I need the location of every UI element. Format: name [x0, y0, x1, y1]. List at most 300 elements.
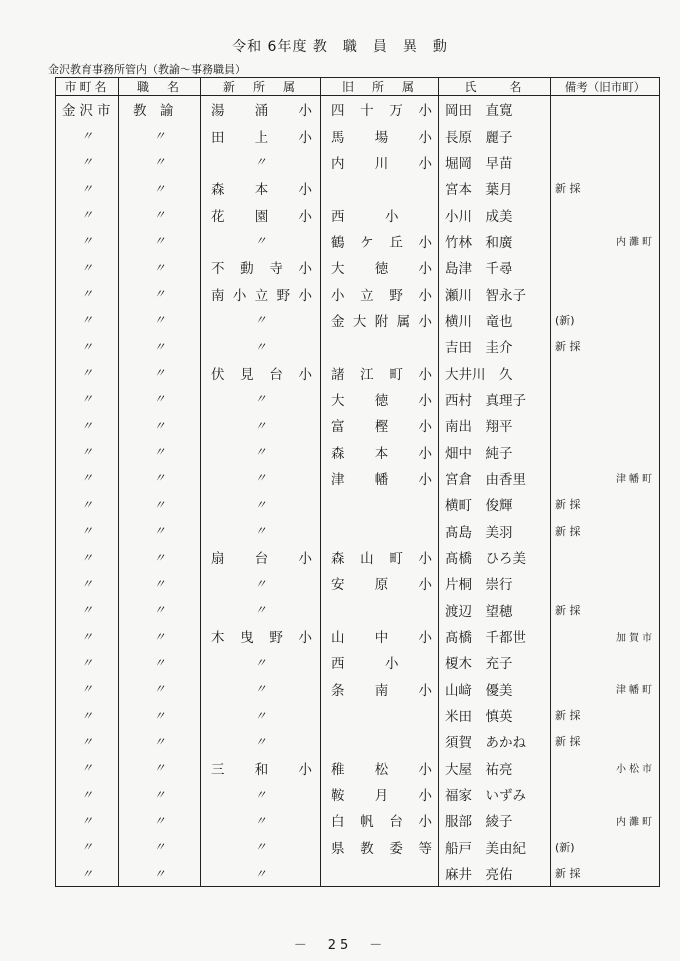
- cell-job-text: 〃: [153, 129, 166, 144]
- cell-name-text: 髙島 美羽: [445, 524, 513, 541]
- table-row: [56, 676, 660, 702]
- cell-city-text: 〃: [80, 813, 93, 828]
- cell-name-text: 榎木 充子: [445, 656, 513, 673]
- cell-name-text: 山﨑 優美: [445, 682, 513, 699]
- cell-remarks: [551, 518, 660, 544]
- cell-old-school-text: 大 徳 小: [331, 392, 432, 409]
- cell-new-school: [201, 860, 321, 887]
- table-row: [56, 781, 660, 807]
- cell-job-text: 〃: [153, 603, 166, 618]
- cell-new-school-text: 〃: [254, 313, 267, 328]
- cell-old-school-text: 四 十 万 小: [331, 103, 432, 120]
- cell-new-school-text: 〃: [254, 524, 267, 539]
- cell-old-school-text: 内 川 小: [331, 155, 432, 172]
- cell-new-school-text: 伏 見 台 小: [211, 366, 312, 383]
- cell-city: [56, 544, 119, 570]
- cell-job-text: 〃: [153, 761, 166, 776]
- document-title: 令和 6年度 教 職 員 異 動: [232, 39, 448, 55]
- cell-city: [56, 570, 119, 596]
- cell-new-school: [201, 649, 321, 675]
- cell-old-school-text: 条 南 小: [331, 682, 432, 699]
- header-job: 職 名: [119, 78, 201, 96]
- cell-job: [119, 860, 201, 887]
- cell-remarks: [551, 175, 660, 201]
- cell-new-school-text: 不 動 寺 小: [211, 261, 312, 278]
- cell-old-school-text: 稚 松 小: [331, 761, 432, 778]
- cell-remarks: [551, 333, 660, 359]
- cell-job: [119, 465, 201, 491]
- cell-new-school: [201, 570, 321, 596]
- cell-city-text: 〃: [80, 524, 93, 539]
- table-header-row: [56, 78, 660, 96]
- table-row: [56, 728, 660, 754]
- cell-job: [119, 834, 201, 860]
- cell-city-text: 〃: [80, 840, 93, 855]
- cell-job-text: 〃: [153, 181, 166, 196]
- cell-job: [119, 438, 201, 464]
- cell-old-school: [321, 96, 439, 123]
- cell-name: [439, 201, 551, 227]
- cell-old-school: [321, 649, 439, 675]
- cell-remarks: [551, 280, 660, 306]
- table-row: [56, 570, 660, 596]
- table-row: [56, 307, 660, 333]
- cell-job-text: 〃: [153, 550, 166, 565]
- cell-name-text: 畑中 純子: [445, 445, 513, 462]
- cell-name: [439, 438, 551, 464]
- cell-city: [56, 307, 119, 333]
- previous-municipality-text: 小松市: [616, 764, 655, 776]
- cell-job: [119, 96, 201, 123]
- cell-new-school-text: 〃: [254, 234, 267, 249]
- cell-name: [439, 755, 551, 781]
- cell-city: [56, 465, 119, 491]
- cell-city: [56, 412, 119, 438]
- cell-job-text: 〃: [153, 629, 166, 644]
- cell-new-school-text: 〃: [254, 682, 267, 697]
- cell-city: [56, 438, 119, 464]
- cell-old-school: [321, 570, 439, 596]
- cell-job-text: 〃: [153, 287, 166, 302]
- table-row: [56, 597, 660, 623]
- cell-job-text: 〃: [153, 339, 166, 354]
- cell-city-text: 〃: [80, 418, 93, 433]
- cell-name: [439, 623, 551, 649]
- cell-old-school-text: 鞍 月 小: [331, 788, 432, 805]
- cell-name-text: 宮本 葉月: [445, 182, 513, 199]
- cell-name-text: 服部 綾子: [445, 814, 513, 831]
- table-row: [56, 860, 660, 887]
- cell-remarks: [551, 570, 660, 596]
- cell-remarks: [551, 597, 660, 623]
- cell-name: [439, 280, 551, 306]
- cell-job: [119, 544, 201, 570]
- cell-old-school-text: 安 原 小: [331, 577, 432, 594]
- cell-name: [439, 307, 551, 333]
- cell-city: [56, 518, 119, 544]
- cell-city-text: 〃: [80, 708, 93, 723]
- cell-new-school: [201, 228, 321, 254]
- cell-city-text: 〃: [80, 603, 93, 618]
- cell-new-school-text: 〃: [254, 787, 267, 802]
- cell-job: [119, 702, 201, 728]
- cell-new-school: [201, 359, 321, 385]
- table-row: [56, 702, 660, 728]
- cell-remarks: [551, 834, 660, 860]
- cell-old-school-text: 馬 場 小: [331, 129, 432, 146]
- cell-old-school: [321, 412, 439, 438]
- table-row: [56, 254, 660, 280]
- cell-job: [119, 807, 201, 833]
- cell-old-school-text: 金 大 附 属 小: [331, 313, 432, 330]
- cell-name: [439, 175, 551, 201]
- table-row: [56, 386, 660, 412]
- cell-remarks: [551, 860, 660, 887]
- cell-new-school-text: 木 曳 野 小: [211, 630, 312, 647]
- cell-job: [119, 755, 201, 781]
- previous-municipality-text: 内灘町: [616, 816, 655, 828]
- table-row: [56, 755, 660, 781]
- cell-job-text: 〃: [153, 260, 166, 275]
- cell-job: [119, 149, 201, 175]
- cell-new-school: [201, 333, 321, 359]
- cell-new-school: [201, 755, 321, 781]
- cell-city: [56, 807, 119, 833]
- cell-new-school: [201, 623, 321, 649]
- cell-old-school-text: 大 徳 小: [331, 261, 432, 278]
- header-remarks: 備考（旧市町）: [551, 78, 660, 96]
- cell-new-school: [201, 807, 321, 833]
- cell-old-school: [321, 122, 439, 148]
- cell-city: [56, 333, 119, 359]
- cell-job: [119, 175, 201, 201]
- cell-city-text: 〃: [80, 682, 93, 697]
- table-row: [56, 201, 660, 227]
- cell-remarks: [551, 676, 660, 702]
- cell-city: [56, 728, 119, 754]
- cell-new-school-text: 南 小 立 野 小: [211, 287, 312, 304]
- cell-name: [439, 676, 551, 702]
- cell-new-school-text: 〃: [254, 840, 267, 855]
- cell-new-school: [201, 465, 321, 491]
- cell-remarks: [551, 307, 660, 333]
- table-row: [56, 412, 660, 438]
- cell-old-school: [321, 228, 439, 254]
- cell-city: [56, 491, 119, 517]
- cell-remarks: [551, 781, 660, 807]
- cell-city: [56, 228, 119, 254]
- cell-new-school: [201, 438, 321, 464]
- cell-name: [439, 781, 551, 807]
- table-row: [56, 649, 660, 675]
- cell-new-school-text: 〃: [254, 155, 267, 170]
- cell-city: [56, 623, 119, 649]
- cell-name: [439, 465, 551, 491]
- cell-old-school-text: 富 樫 小: [331, 419, 432, 436]
- cell-new-school: [201, 307, 321, 333]
- cell-name: [439, 254, 551, 280]
- cell-job: [119, 228, 201, 254]
- cell-new-school: [201, 834, 321, 860]
- cell-name-text: 堀岡 早苗: [445, 155, 513, 172]
- cell-old-school: [321, 333, 439, 359]
- cell-remarks: [551, 623, 660, 649]
- cell-city-text: 〃: [80, 392, 93, 407]
- cell-new-school: [201, 254, 321, 280]
- cell-old-school-text: 白 帆 台 小: [331, 814, 432, 831]
- cell-job-text: 〃: [153, 708, 166, 723]
- cell-old-school: [321, 254, 439, 280]
- cell-new-school-text: 扇 台 小: [211, 551, 312, 568]
- table-row: [56, 518, 660, 544]
- table-row: [56, 623, 660, 649]
- cell-new-school-text: 〃: [254, 497, 267, 512]
- cell-job-text: 〃: [153, 208, 166, 223]
- cell-remarks: [551, 544, 660, 570]
- cell-old-school-text: 森 山 町 小: [331, 551, 432, 568]
- cell-name: [439, 228, 551, 254]
- cell-old-school: [321, 834, 439, 860]
- cell-city: [56, 175, 119, 201]
- cell-job: [119, 201, 201, 227]
- cell-name: [439, 518, 551, 544]
- cell-name: [439, 96, 551, 123]
- cell-new-school-text: 〃: [254, 445, 267, 460]
- cell-remarks: [551, 122, 660, 148]
- cell-job: [119, 518, 201, 544]
- cell-new-school-text: 〃: [254, 392, 267, 407]
- cell-name-text: 瀬川 智永子: [445, 287, 526, 304]
- cell-old-school: [321, 807, 439, 833]
- cell-job-text: 〃: [153, 366, 166, 381]
- cell-job: [119, 359, 201, 385]
- cell-old-school-text: 西 小: [331, 656, 399, 673]
- cell-new-school-text: 〃: [254, 866, 267, 881]
- cell-new-school-text: 三 和 小: [211, 761, 312, 778]
- cell-old-school: [321, 623, 439, 649]
- transfer-table: [55, 77, 660, 887]
- previous-municipality-text: 内灘町: [616, 237, 655, 249]
- table-row: [56, 544, 660, 570]
- header-name: 氏 名: [439, 78, 551, 96]
- cell-new-school-text: 〃: [254, 813, 267, 828]
- cell-job: [119, 676, 201, 702]
- cell-job-text: 〃: [153, 313, 166, 328]
- cell-name-text: 髙橋 ひろ美: [445, 551, 526, 568]
- cell-new-school-text: 湯 涌 小: [211, 103, 312, 120]
- table-row: [56, 807, 660, 833]
- cell-city: [56, 386, 119, 412]
- cell-name-text: 麻井 亮佑: [445, 867, 513, 884]
- cell-new-school-text: 〃: [254, 576, 267, 591]
- cell-remarks: [551, 649, 660, 675]
- cell-city: [56, 755, 119, 781]
- cell-name-text: 渡辺 望穂: [445, 603, 513, 620]
- cell-remarks: [551, 438, 660, 464]
- cell-old-school: [321, 518, 439, 544]
- cell-old-school: [321, 438, 439, 464]
- cell-remarks: [551, 807, 660, 833]
- cell-job-text: 教 諭: [133, 103, 174, 120]
- cell-city: [56, 359, 119, 385]
- cell-city-text: 〃: [80, 339, 93, 354]
- cell-name: [439, 412, 551, 438]
- cell-old-school-text: 西 小: [331, 208, 399, 225]
- cell-old-school-text: 山 中 小: [331, 630, 432, 647]
- table-body: [56, 96, 660, 887]
- cell-name-text: 島津 千尋: [445, 261, 513, 278]
- cell-job: [119, 728, 201, 754]
- cell-job-text: 〃: [153, 497, 166, 512]
- cell-name: [439, 544, 551, 570]
- cell-new-school: [201, 96, 321, 123]
- cell-new-school: [201, 280, 321, 306]
- cell-old-school: [321, 149, 439, 175]
- cell-name: [439, 702, 551, 728]
- remark-text: 新 採: [555, 340, 581, 354]
- table-row: [56, 359, 660, 385]
- cell-old-school-text: 鶴 ケ 丘 小: [331, 234, 432, 251]
- cell-job-text: 〃: [153, 866, 166, 881]
- cell-old-school: [321, 860, 439, 887]
- cell-name-text: 吉田 圭介: [445, 340, 513, 357]
- cell-job: [119, 570, 201, 596]
- header-city: 市町名: [56, 78, 119, 96]
- cell-name: [439, 149, 551, 175]
- previous-municipality-text: 津幡町: [616, 685, 655, 697]
- cell-city-text: 〃: [80, 234, 93, 249]
- cell-remarks: [551, 412, 660, 438]
- cell-name: [439, 649, 551, 675]
- cell-job-text: 〃: [153, 445, 166, 460]
- cell-name: [439, 807, 551, 833]
- cell-new-school: [201, 386, 321, 412]
- cell-new-school: [201, 122, 321, 148]
- cell-old-school: [321, 465, 439, 491]
- cell-job-text: 〃: [153, 813, 166, 828]
- cell-job: [119, 333, 201, 359]
- cell-city-text: 〃: [80, 155, 93, 170]
- cell-job-text: 〃: [153, 840, 166, 855]
- cell-city-text: 金沢市: [62, 103, 115, 120]
- page-number: － 25 －: [293, 938, 387, 953]
- cell-name-text: 竹林 和廣: [445, 234, 513, 251]
- cell-job-text: 〃: [153, 392, 166, 407]
- cell-remarks: [551, 491, 660, 517]
- cell-job-text: 〃: [153, 682, 166, 697]
- cell-city-text: 〃: [80, 761, 93, 776]
- cell-city-text: 〃: [80, 576, 93, 591]
- cell-new-school-text: 〃: [254, 655, 267, 670]
- cell-new-school-text: 〃: [254, 339, 267, 354]
- remark-text: (新): [555, 840, 575, 854]
- cell-old-school: [321, 280, 439, 306]
- cell-name: [439, 728, 551, 754]
- cell-remarks: [551, 386, 660, 412]
- cell-city-text: 〃: [80, 497, 93, 512]
- previous-municipality-text: 津幡町: [616, 474, 655, 486]
- cell-name-text: 横川 竜也: [445, 313, 513, 330]
- table-row: [56, 491, 660, 517]
- cell-remarks: [551, 465, 660, 491]
- cell-city: [56, 649, 119, 675]
- cell-name: [439, 333, 551, 359]
- cell-city-text: 〃: [80, 181, 93, 196]
- cell-name-text: 福家 いずみ: [445, 788, 526, 805]
- table-row: [56, 175, 660, 201]
- cell-old-school: [321, 307, 439, 333]
- cell-name: [439, 122, 551, 148]
- cell-name: [439, 491, 551, 517]
- cell-job: [119, 122, 201, 148]
- previous-municipality-text: 加賀市: [616, 632, 655, 644]
- cell-old-school-text: 諸 江 町 小: [331, 366, 432, 383]
- cell-job-text: 〃: [153, 418, 166, 433]
- table-row: [56, 438, 660, 464]
- cell-city: [56, 96, 119, 123]
- cell-job: [119, 623, 201, 649]
- table-row: [56, 280, 660, 306]
- cell-job: [119, 307, 201, 333]
- table-row: [56, 834, 660, 860]
- cell-new-school: [201, 676, 321, 702]
- cell-name-text: 南出 翔平: [445, 419, 513, 436]
- remark-text: 新 採: [555, 524, 581, 538]
- header-new-school: 新 所 属: [201, 78, 321, 96]
- cell-job-text: 〃: [153, 155, 166, 170]
- cell-new-school: [201, 149, 321, 175]
- cell-name-text: 船戸 美由紀: [445, 840, 526, 857]
- cell-name: [439, 386, 551, 412]
- cell-name-text: 西村 真理子: [445, 392, 526, 409]
- cell-name: [439, 570, 551, 596]
- cell-name-text: 片桐 崇行: [445, 577, 513, 594]
- cell-job-text: 〃: [153, 576, 166, 591]
- cell-city-text: 〃: [80, 287, 93, 302]
- remark-text: (新): [555, 313, 575, 327]
- cell-remarks: [551, 96, 660, 123]
- cell-old-school: [321, 702, 439, 728]
- cell-old-school: [321, 597, 439, 623]
- cell-remarks: [551, 149, 660, 175]
- cell-job-text: 〃: [153, 234, 166, 249]
- cell-old-school: [321, 175, 439, 201]
- table-row: [56, 333, 660, 359]
- cell-city: [56, 702, 119, 728]
- cell-city-text: 〃: [80, 366, 93, 381]
- cell-city-text: 〃: [80, 129, 93, 144]
- remark-text: 新 採: [555, 867, 581, 881]
- cell-remarks: [551, 201, 660, 227]
- cell-city-text: 〃: [80, 655, 93, 670]
- cell-old-school: [321, 755, 439, 781]
- cell-city-text: 〃: [80, 313, 93, 328]
- cell-job-text: 〃: [153, 655, 166, 670]
- cell-new-school-text: 森 本 小: [211, 182, 312, 199]
- cell-name-text: 宮倉 由香里: [445, 471, 526, 488]
- cell-new-school-text: 〃: [254, 471, 267, 486]
- cell-new-school: [201, 175, 321, 201]
- cell-name-text: 髙橋 千都世: [445, 630, 526, 647]
- cell-new-school: [201, 728, 321, 754]
- cell-new-school: [201, 518, 321, 544]
- cell-city: [56, 201, 119, 227]
- cell-city: [56, 676, 119, 702]
- cell-name-text: 小川 成美: [445, 208, 513, 225]
- cell-city: [56, 280, 119, 306]
- cell-city: [56, 781, 119, 807]
- cell-remarks: [551, 728, 660, 754]
